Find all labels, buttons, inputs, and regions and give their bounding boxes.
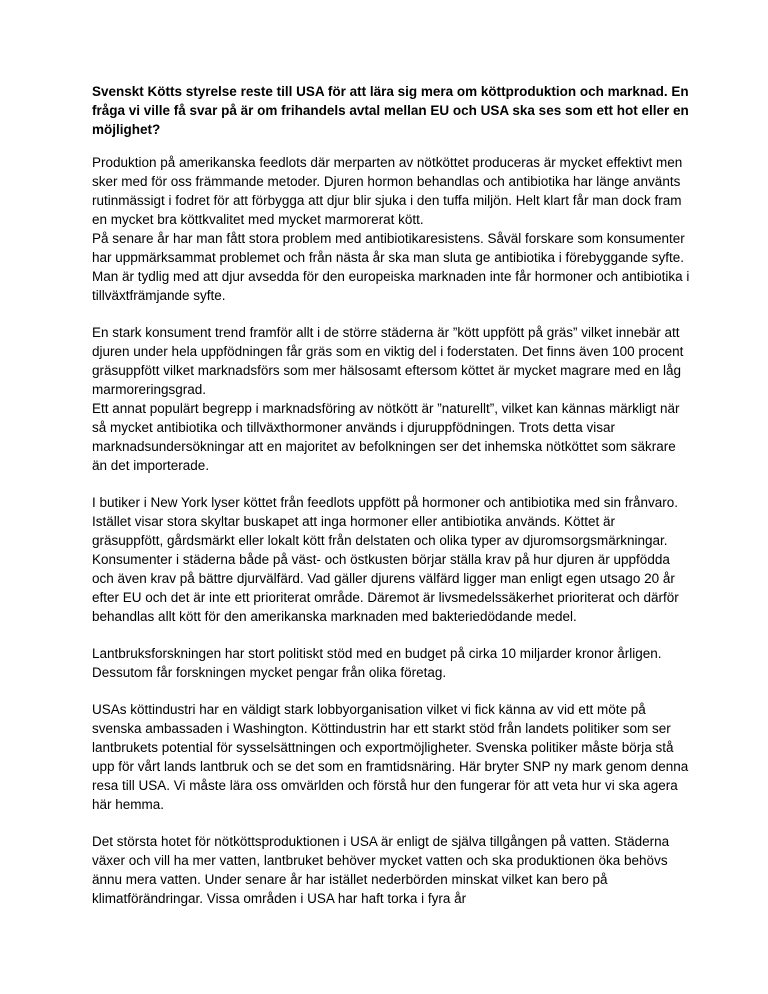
paragraph-lobby: USAs köttindustri har en väldigt stark lobbyorganisation vilket vi fick känna av vid ett möte på svenska ambassaden i Washington. Köttindustrin har ett starkt stöd från landets politiker som ser lantbrukets potential för sysselsättningen och exportmöjligheter. Svenska politiker måste börja stå upp för vårt lands lantbruk och se det som en framtidsnäring. Här bryter SNP ny mark genom denna resa till USA. Vi måste lära oss omvärlden och förstå hur den fungerar för att veta hur vi ska agera här hemma.: [92, 702, 689, 812]
paragraph-antibiotic-resistance: På senare år har man fått stora problem med antibiotikaresistens. Såväl forskare som konsumenter har uppmärksammat problemet och från nästa år ska man sluta ge antibiotika i förebyggande syfte. Man är tydlig med att djur avsedda för den europeiska marknaden inte får hormoner och antibiotika i tillväxtfrämjande syfte.: [92, 231, 690, 303]
paragraph-naturellt: Ett annat populärt begrepp i marknadsföring av nötkött är ”naturellt”, vilket kan kännas märkligt när så mycket antibiotika och tillväxthormoner används i djuruppfödningen. Trots detta visar marknadsundersökningar att en majoritet av befolkningen ser det inhemska nötköttet som säkrare än det importerade.: [92, 401, 680, 473]
paragraph-research-budget: Lantbruksforskningen har stort politiskt stöd med en budget på cirka 10 miljarder kronor årligen. Dessutom får forskningen mycket pengar från olika företag.: [92, 646, 662, 680]
paragraph-grass-fed-trend: En stark konsument trend framför allt i de större städerna är ”kött uppfött på gräs” vilket innebär att djuren under hela uppfödningen får gräs som en viktig del i foderstaten. Det finns även 100 procent gräsuppfött vilket marknadsförs som mer hälsosamt eftersom köttet är mycket magrare med en låg marmoreringsgrad.: [92, 325, 684, 397]
paragraph-water-threat: Det största hotet för nötköttsproduktionen i USA är enligt de själva tillgången på vatten. Städerna växer och vill ha mer vatten, lantbruket behöver mycket vatten och ska produktionen öka behövs ännu mera vatten. Under senare år har istället nederbörden minskat vilket kan bero på klimatförändringar. Vissa områden i USA har haft torka i fyra år: [92, 834, 670, 906]
document-page: [92, 82, 690, 908]
document-heading: Svenskt Kötts styrelse reste till USA för att lära sig mera om köttproduktion och marknad. En fråga vi ville få svar på är om frihandels avtal mellan EU och USA ska ses som ett hot eller en möjlighet?: [92, 84, 689, 137]
paragraph-new-york-stores: I butiker i New York lyser köttet från feedlots uppfött på hormoner och antibiotika med sin frånvaro. Istället visar stora skyltar buskapet att inga hormoner eller antibiotika används. Köttet är gräsuppfött, gårdsmärkt eller lokalt kött från delstaten och olika typer av djuromsorgsmärkningar. Konsumenter i städerna både på väst- och östkusten börjar ställa krav på hur djuren är uppfödda och även krav på bättre djurvälfärd. Vad gäller djurens välfärd ligger man enligt egen utsago 20 år efter EU och det är inte ett prioriterat område. Däremot är livsmedelssäkerhet prioriterat och därför behandlas allt kött för den amerikanska marknaden med bakteriedödande medel.: [92, 495, 679, 624]
paragraph-feedlots: Produktion på amerikanska feedlots där merparten av nötköttet produceras är mycket effektivt men sker med för oss främmande metoder. Djuren hormon behandlas och antibiotika har länge använts rutinmässigt i fodret för att förbygga att djur blir sjuka i den tuffa miljön. Helt klart får man dock fram en mycket bra köttkvalitet med mycket marmorerat kött.: [92, 155, 683, 227]
